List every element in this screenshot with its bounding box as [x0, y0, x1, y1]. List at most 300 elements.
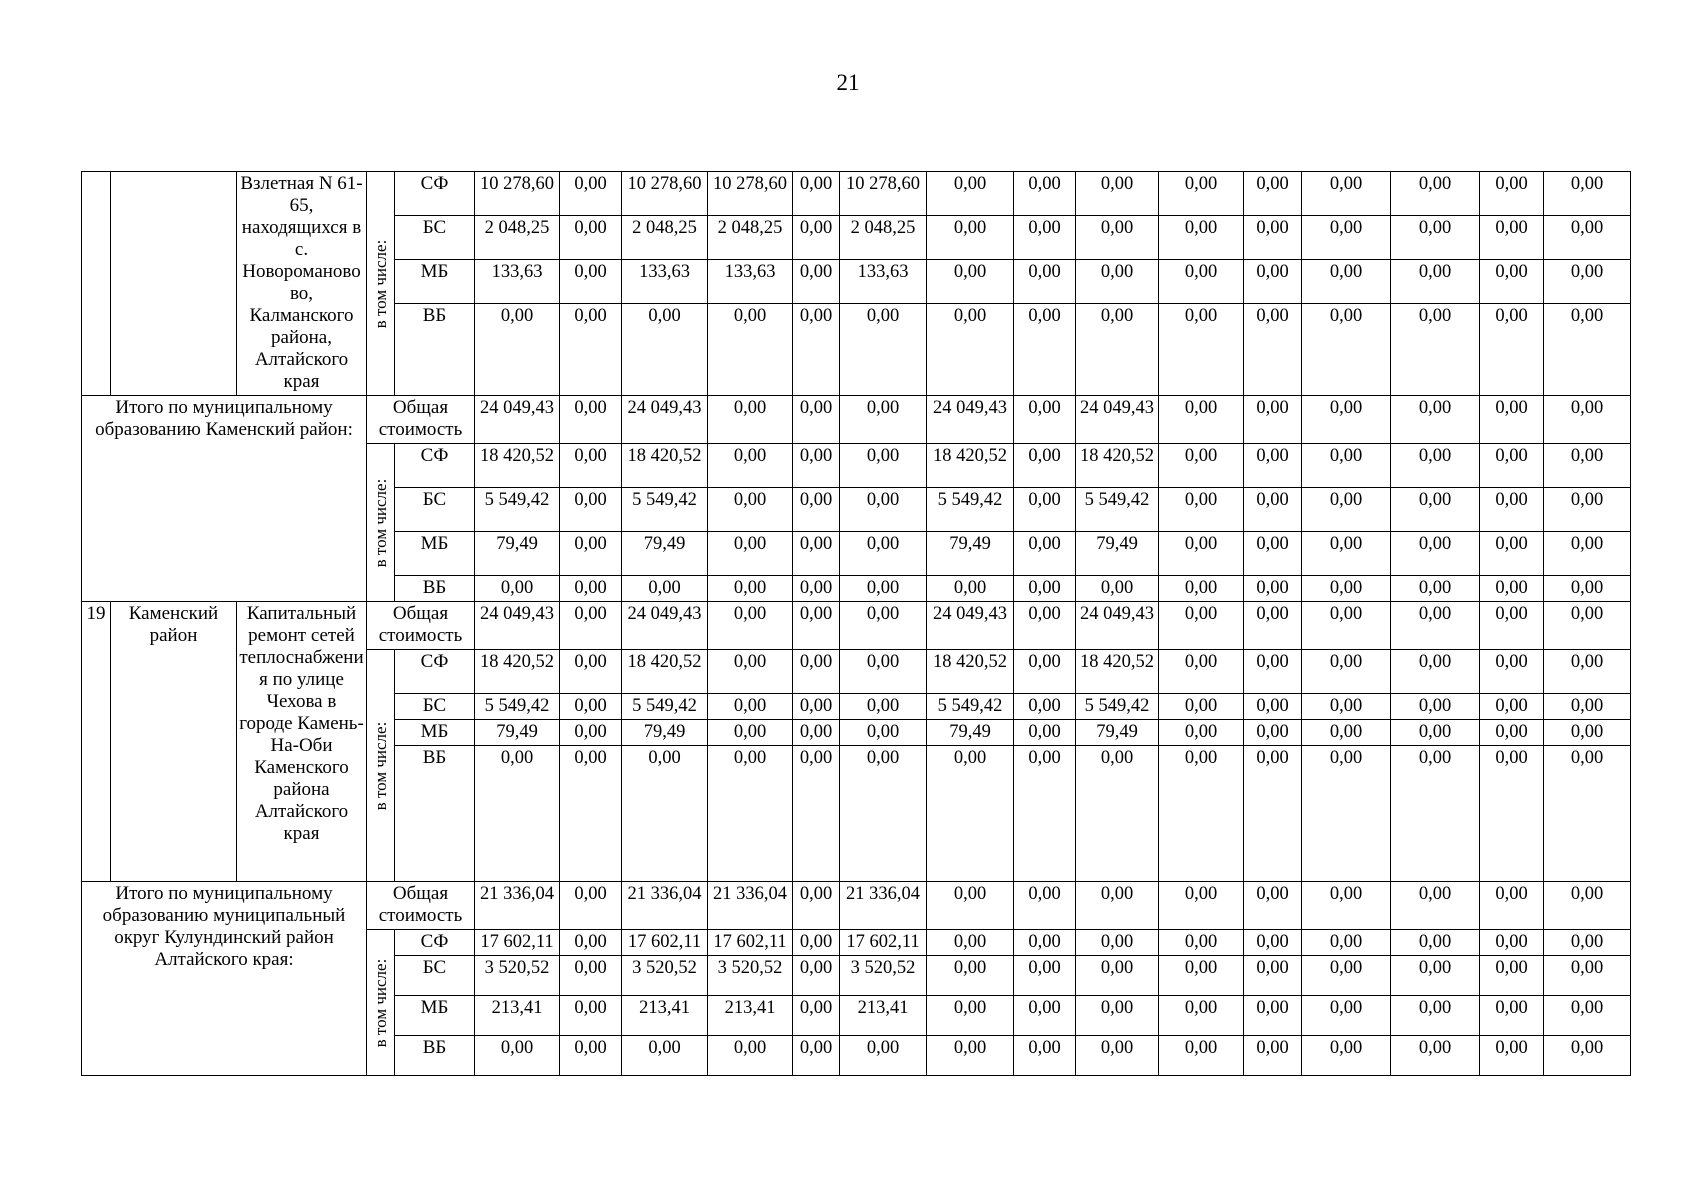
amount-cell: 0,00 — [1480, 532, 1544, 576]
amount-cell: 2 048,25 — [475, 215, 560, 259]
amount-cell: 0,00 — [1244, 602, 1302, 650]
amount-cell: 0,00 — [1014, 259, 1076, 303]
object-name: Капитальный ремонт сетей теплоснабжения по улице Чехова в городе Камень-На-Оби Каменского района Алтайского края — [237, 602, 367, 882]
cell-empty — [111, 172, 237, 396]
amount-cell: 0,00 — [1014, 532, 1076, 576]
amount-cell: 0,00 — [793, 1036, 840, 1076]
amount-cell: 0,00 — [1391, 956, 1480, 996]
amount-cell: 0,00 — [560, 444, 622, 488]
in-number-label: в том числе: — [367, 444, 395, 602]
amount-cell: 0,00 — [622, 576, 708, 602]
page-number: 21 — [836, 70, 860, 95]
amount-cell: 133,63 — [475, 259, 560, 303]
amount-cell: 0,00 — [1544, 602, 1631, 650]
amount-cell: 0,00 — [1480, 576, 1544, 602]
source-code: Общая стоимость — [367, 602, 475, 650]
amount-cell: 0,00 — [1391, 650, 1480, 694]
amount-cell: 5 549,42 — [475, 488, 560, 532]
amount-cell: 0,00 — [927, 172, 1014, 216]
amount-cell: 0,00 — [1014, 172, 1076, 216]
amount-cell: 0,00 — [1159, 576, 1244, 602]
amount-cell: 0,00 — [560, 650, 622, 694]
amount-cell: 0,00 — [927, 259, 1014, 303]
amount-cell: 0,00 — [793, 930, 840, 956]
amount-cell: 0,00 — [1244, 303, 1302, 395]
amount-cell: 0,00 — [1391, 882, 1480, 930]
amount-cell: 0,00 — [1014, 396, 1076, 444]
amount-cell: 0,00 — [1480, 746, 1544, 882]
amount-cell: 0,00 — [793, 259, 840, 303]
amount-cell: 0,00 — [1302, 650, 1391, 694]
amount-cell: 0,00 — [793, 694, 840, 720]
amount-cell: 0,00 — [1244, 488, 1302, 532]
amount-cell: 0,00 — [1076, 996, 1159, 1036]
amount-cell: 0,00 — [1244, 576, 1302, 602]
amount-cell: 0,00 — [1014, 882, 1076, 930]
amount-cell: 0,00 — [1159, 694, 1244, 720]
object-name: Взлетная N 61-65, находящихся в с. Новоромановово, Калманского района, Алтайского края — [237, 172, 367, 396]
amount-cell: 0,00 — [1014, 1036, 1076, 1076]
amount-cell: 79,49 — [475, 532, 560, 576]
amount-cell: 0,00 — [1480, 1036, 1544, 1076]
amount-cell: 0,00 — [1302, 930, 1391, 956]
amount-cell: 0,00 — [927, 746, 1014, 882]
amount-cell: 18 420,52 — [475, 444, 560, 488]
amount-cell: 133,63 — [840, 259, 927, 303]
amount-cell: 0,00 — [1480, 303, 1544, 395]
source-code: МБ — [395, 259, 475, 303]
amount-cell: 0,00 — [1391, 996, 1480, 1036]
amount-cell: 0,00 — [560, 882, 622, 930]
amount-cell: 79,49 — [1076, 720, 1159, 746]
amount-cell: 0,00 — [1544, 956, 1631, 996]
amount-cell: 79,49 — [622, 720, 708, 746]
amount-cell: 0,00 — [793, 576, 840, 602]
amount-cell: 0,00 — [1076, 882, 1159, 930]
amount-cell: 0,00 — [1544, 172, 1631, 216]
amount-cell: 0,00 — [927, 930, 1014, 956]
subtotal-label: Итого по муниципальному образованию Каменский район: — [82, 396, 367, 602]
amount-cell: 0,00 — [1544, 303, 1631, 395]
amount-cell: 0,00 — [1076, 303, 1159, 395]
amount-cell: 0,00 — [1076, 1036, 1159, 1076]
amount-cell: 0,00 — [1244, 694, 1302, 720]
amount-cell: 0,00 — [840, 694, 927, 720]
amount-cell: 0,00 — [1302, 215, 1391, 259]
amount-cell: 0,00 — [1302, 303, 1391, 395]
source-code: МБ — [395, 720, 475, 746]
source-code: ВБ — [395, 303, 475, 395]
amount-cell: 0,00 — [708, 720, 793, 746]
amount-cell: 2 048,25 — [622, 215, 708, 259]
amount-cell: 0,00 — [1391, 259, 1480, 303]
amount-cell: 0,00 — [1076, 746, 1159, 882]
source-code: МБ — [395, 996, 475, 1036]
in-number-label: в том числе: — [367, 172, 395, 396]
amount-cell: 0,00 — [927, 882, 1014, 930]
amount-cell: 0,00 — [1159, 488, 1244, 532]
amount-cell: 0,00 — [1544, 444, 1631, 488]
amount-cell: 0,00 — [1480, 172, 1544, 216]
amount-cell: 0,00 — [1391, 303, 1480, 395]
amount-cell: 0,00 — [1159, 396, 1244, 444]
amount-cell: 0,00 — [840, 576, 927, 602]
amount-cell: 0,00 — [793, 746, 840, 882]
amount-cell: 0,00 — [1244, 1036, 1302, 1076]
amount-cell: 0,00 — [793, 444, 840, 488]
amount-cell: 0,00 — [793, 882, 840, 930]
cell-empty — [82, 172, 111, 396]
amount-cell: 0,00 — [1014, 996, 1076, 1036]
table-row — [82, 602, 1631, 650]
amount-cell: 21 336,04 — [622, 882, 708, 930]
amount-cell: 17 602,11 — [708, 930, 793, 956]
amount-cell: 0,00 — [1076, 259, 1159, 303]
amount-cell: 0,00 — [560, 488, 622, 532]
amount-cell: 24 049,43 — [1076, 396, 1159, 444]
amount-cell: 0,00 — [1014, 576, 1076, 602]
amount-cell: 0,00 — [1480, 444, 1544, 488]
amount-cell: 18 420,52 — [1076, 444, 1159, 488]
amount-cell: 0,00 — [840, 488, 927, 532]
amount-cell: 0,00 — [708, 1036, 793, 1076]
amount-cell: 0,00 — [708, 694, 793, 720]
amount-cell: 0,00 — [1480, 694, 1544, 720]
amount-cell: 21 336,04 — [840, 882, 927, 930]
amount-cell: 213,41 — [708, 996, 793, 1036]
amount-cell: 0,00 — [708, 488, 793, 532]
amount-cell: 0,00 — [1244, 746, 1302, 882]
amount-cell: 0,00 — [708, 532, 793, 576]
amount-cell: 0,00 — [840, 532, 927, 576]
amount-cell: 0,00 — [560, 602, 622, 650]
amount-cell: 0,00 — [927, 576, 1014, 602]
amount-cell: 79,49 — [475, 720, 560, 746]
amount-cell: 133,63 — [622, 259, 708, 303]
source-code: ВБ — [395, 746, 475, 882]
amount-cell: 0,00 — [1014, 720, 1076, 746]
amount-cell: 79,49 — [927, 720, 1014, 746]
amount-cell: 10 278,60 — [708, 172, 793, 216]
amount-cell: 0,00 — [1544, 720, 1631, 746]
amount-cell: 17 602,11 — [840, 930, 927, 956]
amount-cell: 0,00 — [1544, 576, 1631, 602]
amount-cell: 0,00 — [1302, 532, 1391, 576]
amount-cell: 0,00 — [1014, 930, 1076, 956]
amount-cell: 0,00 — [1544, 215, 1631, 259]
amount-cell: 0,00 — [793, 215, 840, 259]
amount-cell: 5 549,42 — [1076, 694, 1159, 720]
amount-cell: 0,00 — [1159, 215, 1244, 259]
amount-cell: 0,00 — [1244, 172, 1302, 216]
amount-cell: 0,00 — [560, 1036, 622, 1076]
amount-cell: 0,00 — [560, 694, 622, 720]
amount-cell: 5 549,42 — [475, 694, 560, 720]
source-code: СФ — [395, 650, 475, 694]
amount-cell: 18 420,52 — [927, 650, 1014, 694]
amount-cell: 0,00 — [1480, 488, 1544, 532]
amount-cell: 24 049,43 — [1076, 602, 1159, 650]
source-code: БС — [395, 956, 475, 996]
amount-cell: 0,00 — [1391, 1036, 1480, 1076]
amount-cell: 5 549,42 — [622, 694, 708, 720]
amount-cell: 0,00 — [560, 259, 622, 303]
amount-cell: 5 549,42 — [927, 488, 1014, 532]
amount-cell: 3 520,52 — [475, 956, 560, 996]
amount-cell: 0,00 — [1014, 215, 1076, 259]
amount-cell: 0,00 — [560, 746, 622, 882]
amount-cell: 0,00 — [1014, 602, 1076, 650]
amount-cell: 0,00 — [708, 303, 793, 395]
amount-cell: 0,00 — [708, 576, 793, 602]
amount-cell: 2 048,25 — [840, 215, 927, 259]
amount-cell: 0,00 — [1391, 172, 1480, 216]
amount-cell: 10 278,60 — [622, 172, 708, 216]
amount-cell: 5 549,42 — [622, 488, 708, 532]
amount-cell: 0,00 — [1302, 444, 1391, 488]
budget-table — [81, 171, 1631, 1076]
amount-cell: 0,00 — [1159, 650, 1244, 694]
amount-cell: 79,49 — [622, 532, 708, 576]
amount-cell: 0,00 — [1159, 303, 1244, 395]
source-code: ВБ — [395, 1036, 475, 1076]
amount-cell: 0,00 — [622, 746, 708, 882]
amount-cell: 0,00 — [1391, 532, 1480, 576]
amount-cell: 0,00 — [1159, 720, 1244, 746]
amount-cell: 0,00 — [793, 650, 840, 694]
amount-cell: 0,00 — [1391, 720, 1480, 746]
amount-cell: 0,00 — [1014, 650, 1076, 694]
in-number-label: в том числе: — [367, 930, 395, 1076]
amount-cell: 2 048,25 — [708, 215, 793, 259]
amount-cell: 18 420,52 — [475, 650, 560, 694]
amount-cell: 0,00 — [840, 746, 927, 882]
amount-cell: 21 336,04 — [475, 882, 560, 930]
amount-cell: 0,00 — [1544, 650, 1631, 694]
amount-cell: 0,00 — [1076, 576, 1159, 602]
amount-cell: 0,00 — [1480, 882, 1544, 930]
amount-cell: 0,00 — [793, 303, 840, 395]
amount-cell: 0,00 — [560, 532, 622, 576]
source-code: БС — [395, 488, 475, 532]
amount-cell: 0,00 — [1302, 694, 1391, 720]
amount-cell: 0,00 — [1014, 694, 1076, 720]
amount-cell: 24 049,43 — [927, 602, 1014, 650]
amount-cell: 0,00 — [1014, 444, 1076, 488]
amount-cell: 3 520,52 — [622, 956, 708, 996]
amount-cell: 0,00 — [1159, 882, 1244, 930]
amount-cell: 0,00 — [560, 930, 622, 956]
amount-cell: 0,00 — [1391, 694, 1480, 720]
amount-cell: 0,00 — [1480, 996, 1544, 1036]
amount-cell: 0,00 — [840, 1036, 927, 1076]
amount-cell: 133,63 — [708, 259, 793, 303]
amount-cell: 24 049,43 — [475, 602, 560, 650]
table-row — [82, 882, 1631, 930]
amount-cell: 0,00 — [1391, 215, 1480, 259]
amount-cell: 0,00 — [840, 602, 927, 650]
amount-cell: 0,00 — [1244, 930, 1302, 956]
amount-cell: 0,00 — [1244, 259, 1302, 303]
amount-cell: 3 520,52 — [840, 956, 927, 996]
amount-cell: 24 049,43 — [927, 396, 1014, 444]
amount-cell: 0,00 — [1391, 576, 1480, 602]
source-code: МБ — [395, 532, 475, 576]
amount-cell: 0,00 — [475, 746, 560, 882]
amount-cell: 0,00 — [1391, 444, 1480, 488]
amount-cell: 24 049,43 — [475, 396, 560, 444]
amount-cell: 0,00 — [1244, 215, 1302, 259]
amount-cell: 0,00 — [1159, 602, 1244, 650]
amount-cell: 0,00 — [793, 488, 840, 532]
amount-cell: 0,00 — [1244, 396, 1302, 444]
amount-cell: 0,00 — [1076, 215, 1159, 259]
amount-cell: 0,00 — [1544, 930, 1631, 956]
source-code: СФ — [395, 444, 475, 488]
amount-cell: 0,00 — [1302, 576, 1391, 602]
amount-cell: 24 049,43 — [622, 602, 708, 650]
amount-cell: 0,00 — [1302, 259, 1391, 303]
amount-cell: 10 278,60 — [840, 172, 927, 216]
amount-cell: 0,00 — [1302, 1036, 1391, 1076]
source-code: СФ — [395, 172, 475, 216]
amount-cell: 0,00 — [840, 650, 927, 694]
amount-cell: 0,00 — [1302, 996, 1391, 1036]
amount-cell: 17 602,11 — [475, 930, 560, 956]
amount-cell: 0,00 — [1302, 720, 1391, 746]
amount-cell: 0,00 — [840, 303, 927, 395]
amount-cell: 0,00 — [927, 215, 1014, 259]
row-number: 19 — [82, 602, 111, 882]
amount-cell: 17 602,11 — [622, 930, 708, 956]
amount-cell: 0,00 — [1244, 444, 1302, 488]
subtotal-label: Итого по муниципальному образованию муниципальный округ Кулундинский район Алтайского края: — [82, 882, 367, 1076]
amount-cell: 79,49 — [927, 532, 1014, 576]
in-number-label: в том числе: — [367, 650, 395, 882]
amount-cell: 0,00 — [1391, 930, 1480, 956]
amount-cell: 0,00 — [793, 396, 840, 444]
amount-cell: 0,00 — [927, 956, 1014, 996]
amount-cell: 18 420,52 — [622, 444, 708, 488]
amount-cell: 0,00 — [1244, 956, 1302, 996]
amount-cell: 0,00 — [1302, 602, 1391, 650]
amount-cell: 0,00 — [1480, 259, 1544, 303]
source-code: СФ — [395, 930, 475, 956]
amount-cell: 0,00 — [1302, 488, 1391, 532]
amount-cell: 213,41 — [622, 996, 708, 1036]
source-code: Общая стоимость — [367, 396, 475, 444]
amount-cell: 0,00 — [1159, 1036, 1244, 1076]
amount-cell: 79,49 — [1076, 532, 1159, 576]
amount-cell: 0,00 — [1480, 602, 1544, 650]
amount-cell: 0,00 — [475, 303, 560, 395]
amount-cell: 0,00 — [560, 996, 622, 1036]
amount-cell: 0,00 — [708, 602, 793, 650]
table-body — [82, 172, 1631, 1076]
amount-cell: 0,00 — [708, 650, 793, 694]
amount-cell: 0,00 — [1159, 956, 1244, 996]
amount-cell: 0,00 — [1391, 396, 1480, 444]
amount-cell: 0,00 — [1391, 746, 1480, 882]
amount-cell: 0,00 — [708, 396, 793, 444]
amount-cell: 0,00 — [1544, 694, 1631, 720]
amount-cell: 213,41 — [475, 996, 560, 1036]
amount-cell: 0,00 — [560, 720, 622, 746]
amount-cell: 5 549,42 — [1076, 488, 1159, 532]
amount-cell: 18 420,52 — [622, 650, 708, 694]
amount-cell: 0,00 — [793, 956, 840, 996]
amount-cell: 0,00 — [1076, 956, 1159, 996]
amount-cell: 0,00 — [1544, 488, 1631, 532]
amount-cell: 0,00 — [1544, 996, 1631, 1036]
amount-cell: 0,00 — [1544, 1036, 1631, 1076]
amount-cell: 0,00 — [622, 1036, 708, 1076]
table-row — [82, 396, 1631, 444]
amount-cell: 0,00 — [1014, 956, 1076, 996]
amount-cell: 0,00 — [1391, 602, 1480, 650]
amount-cell: 3 520,52 — [708, 956, 793, 996]
source-code: БС — [395, 694, 475, 720]
amount-cell: 0,00 — [560, 396, 622, 444]
amount-cell: 0,00 — [1480, 930, 1544, 956]
source-code: ВБ — [395, 576, 475, 602]
amount-cell: 0,00 — [1076, 172, 1159, 216]
amount-cell: 0,00 — [1302, 396, 1391, 444]
amount-cell: 0,00 — [560, 576, 622, 602]
amount-cell: 0,00 — [560, 303, 622, 395]
amount-cell: 0,00 — [927, 303, 1014, 395]
amount-cell: 0,00 — [1014, 488, 1076, 532]
amount-cell: 0,00 — [1302, 746, 1391, 882]
amount-cell: 0,00 — [1480, 956, 1544, 996]
amount-cell: 0,00 — [1544, 532, 1631, 576]
amount-cell: 0,00 — [927, 996, 1014, 1036]
amount-cell: 0,00 — [1159, 259, 1244, 303]
amount-cell: 24 049,43 — [622, 396, 708, 444]
amount-cell: 0,00 — [475, 576, 560, 602]
amount-cell: 0,00 — [1480, 650, 1544, 694]
amount-cell: 0,00 — [927, 1036, 1014, 1076]
amount-cell: 213,41 — [840, 996, 927, 1036]
amount-cell: 0,00 — [1159, 532, 1244, 576]
amount-cell: 0,00 — [1014, 746, 1076, 882]
amount-cell: 0,00 — [1480, 215, 1544, 259]
amount-cell: 0,00 — [1302, 882, 1391, 930]
amount-cell: 0,00 — [708, 444, 793, 488]
amount-cell: 0,00 — [1159, 996, 1244, 1036]
amount-cell: 18 420,52 — [1076, 650, 1159, 694]
amount-cell: 0,00 — [1159, 746, 1244, 882]
amount-cell: 0,00 — [793, 172, 840, 216]
amount-cell: 0,00 — [1244, 650, 1302, 694]
amount-cell: 0,00 — [560, 956, 622, 996]
amount-cell: 0,00 — [1391, 488, 1480, 532]
amount-cell: 0,00 — [793, 720, 840, 746]
table-row — [82, 172, 1631, 216]
amount-cell: 0,00 — [840, 396, 927, 444]
amount-cell: 0,00 — [793, 602, 840, 650]
amount-cell: 0,00 — [1544, 882, 1631, 930]
amount-cell: 0,00 — [1544, 746, 1631, 882]
amount-cell: 0,00 — [1480, 396, 1544, 444]
amount-cell: 0,00 — [475, 1036, 560, 1076]
amount-cell: 0,00 — [708, 746, 793, 882]
amount-cell: 0,00 — [560, 215, 622, 259]
amount-cell: 10 278,60 — [475, 172, 560, 216]
amount-cell: 0,00 — [840, 720, 927, 746]
amount-cell: 0,00 — [560, 172, 622, 216]
amount-cell: 0,00 — [1076, 930, 1159, 956]
